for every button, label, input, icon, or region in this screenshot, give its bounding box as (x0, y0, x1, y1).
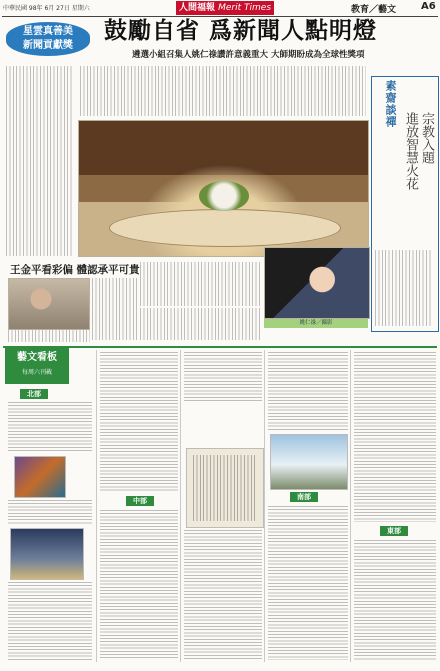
lead-photo (78, 120, 369, 257)
events-header (5, 348, 69, 384)
column-body (375, 250, 433, 326)
column-title-line-1: 宗教入題 (419, 112, 434, 164)
column-rule (350, 350, 351, 662)
inset-photo-caption: 姚仁祿／攝影 (264, 319, 368, 328)
region-tag-north: 北部 (20, 389, 48, 399)
subheadline: 遴選小組召集人姚仁祿讚許意義重大 大師期盼成為全球性獎項 (132, 50, 365, 60)
inset-photo (264, 247, 370, 319)
event-listing (184, 352, 262, 402)
kicker-line-1: 星雲真善美 (23, 26, 73, 37)
column-title (402, 112, 434, 190)
column-rule (96, 350, 97, 662)
region-tag-east: 東部 (380, 526, 408, 536)
calligraphy-photo (186, 448, 264, 528)
kicker-line-2: 新聞貢獻獎 (23, 40, 73, 51)
region-tag-south: 南部 (290, 492, 318, 502)
event-listing (354, 540, 436, 660)
headline: 鼓勵自省 爲新聞人點明燈 (104, 17, 378, 44)
feature-body-2 (8, 330, 90, 342)
event-listing (354, 352, 436, 522)
masthead-english: Merit Times (218, 3, 272, 13)
column-rule (264, 350, 265, 662)
event-listing (8, 500, 92, 524)
event-listing (268, 352, 348, 430)
event-listing (8, 582, 92, 660)
event-photo (14, 456, 66, 498)
section-label: 教育／藝文 (351, 5, 397, 15)
photo-table-shape (109, 209, 341, 247)
event-listing (268, 506, 348, 660)
event-listing (100, 352, 178, 492)
event-listing (100, 510, 178, 660)
events-header-title: 藝文看板 (17, 352, 57, 363)
column-label: 素齋談禪 (384, 80, 397, 128)
date-line: 中華民國 98年 6月 27日 星期六 (3, 5, 90, 12)
event-listing (184, 530, 262, 660)
masthead-name: 人間福報 (178, 3, 215, 13)
feature-title: 王金平看彩偏 體認承平可貴 (10, 264, 140, 276)
column-title-line-2: 進放智慧火花 (403, 112, 418, 190)
photo-flowers-shape (199, 181, 249, 211)
page-number: A6 (421, 1, 436, 12)
calligraphy-strokes (193, 455, 257, 521)
column-rule (180, 350, 181, 662)
lead-story-body-bottom (140, 308, 262, 340)
events-header-subtitle: 每周六刊載 (21, 369, 52, 376)
lead-story-body-left (6, 66, 74, 256)
region-tag-central: 中部 (126, 496, 154, 506)
feature-photo (8, 278, 90, 330)
story-kicker (6, 22, 90, 56)
event-listing (8, 402, 92, 452)
event-photo (270, 434, 348, 490)
lead-story-body-top (80, 66, 366, 116)
feature-body (92, 278, 138, 340)
event-photo (10, 528, 84, 580)
lead-photo-caption (140, 262, 260, 306)
